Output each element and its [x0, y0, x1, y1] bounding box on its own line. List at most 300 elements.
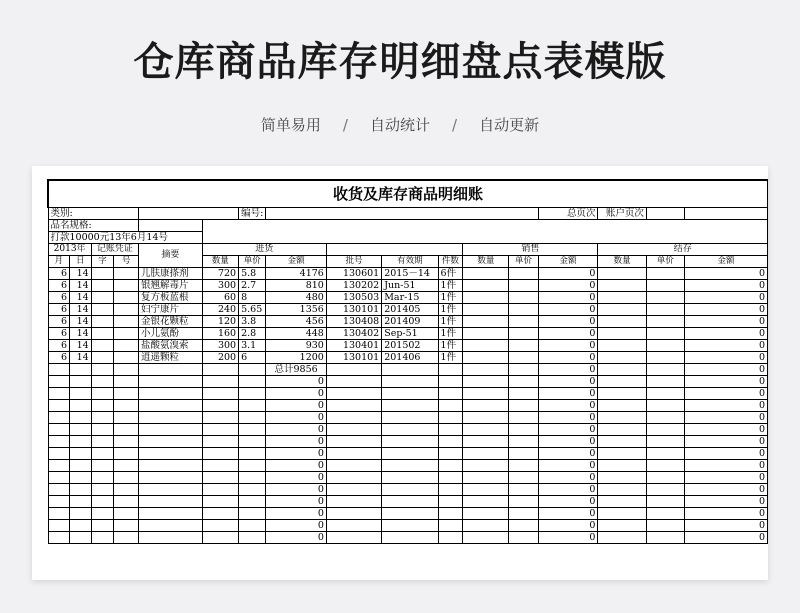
pieces-cell[interactable]: 1件	[438, 352, 463, 364]
zi-cell[interactable]	[91, 508, 114, 520]
stock-price-cell[interactable]	[646, 532, 684, 544]
sales-amount-cell[interactable]: 0	[538, 268, 598, 280]
price-cell[interactable]	[239, 376, 266, 388]
pieces-cell[interactable]: 1件	[438, 328, 463, 340]
amount-cell[interactable]: 0	[266, 448, 327, 460]
sales-price-cell[interactable]	[509, 280, 538, 292]
stock-amount-cell[interactable]: 0	[684, 484, 767, 496]
price-cell[interactable]	[239, 460, 266, 472]
zi-cell[interactable]	[91, 520, 114, 532]
stock-qty-cell[interactable]	[598, 472, 646, 484]
month-cell[interactable]: 6	[48, 328, 70, 340]
qty-cell[interactable]	[202, 376, 238, 388]
stock-qty-cell[interactable]	[598, 388, 646, 400]
day-cell[interactable]	[70, 520, 92, 532]
stock-qty-cell[interactable]	[598, 340, 646, 352]
stock-amount-cell[interactable]: 0	[684, 424, 767, 436]
sales-price-cell[interactable]	[509, 400, 538, 412]
stock-price-cell[interactable]	[646, 280, 684, 292]
amount-cell[interactable]: 0	[266, 412, 327, 424]
qty-cell[interactable]	[202, 484, 238, 496]
pieces-cell[interactable]	[438, 448, 463, 460]
month-cell[interactable]: 6	[48, 316, 70, 328]
sales-price-cell[interactable]	[509, 508, 538, 520]
zi-cell[interactable]	[91, 280, 114, 292]
summary-cell[interactable]: 逍遥颗粒	[138, 352, 202, 364]
qty-cell[interactable]: 120	[202, 316, 238, 328]
stock-price-cell[interactable]	[646, 436, 684, 448]
stock-amount-cell[interactable]: 0	[684, 496, 767, 508]
expiry-cell[interactable]: 201405	[382, 304, 438, 316]
zi-cell[interactable]	[91, 448, 114, 460]
stock-price-cell[interactable]	[646, 484, 684, 496]
month-cell[interactable]	[48, 412, 70, 424]
expiry-cell[interactable]	[382, 400, 438, 412]
hao-cell[interactable]	[114, 448, 139, 460]
zi-cell[interactable]	[91, 496, 114, 508]
hao-cell[interactable]	[114, 340, 139, 352]
month-cell[interactable]	[48, 472, 70, 484]
price-cell[interactable]	[239, 364, 266, 376]
stock-qty-cell[interactable]	[598, 316, 646, 328]
price-cell[interactable]	[239, 532, 266, 544]
stock-amount-cell[interactable]: 0	[684, 508, 767, 520]
sales-price-cell[interactable]	[509, 268, 538, 280]
stock-price-cell[interactable]	[646, 268, 684, 280]
price-cell[interactable]	[239, 472, 266, 484]
stock-price-cell[interactable]	[646, 352, 684, 364]
qty-cell[interactable]: 300	[202, 340, 238, 352]
amount-cell[interactable]: 0	[266, 424, 327, 436]
expiry-cell[interactable]	[382, 364, 438, 376]
qty-cell[interactable]	[202, 448, 238, 460]
month-cell[interactable]	[48, 436, 70, 448]
zi-cell[interactable]	[91, 352, 114, 364]
sales-qty-cell[interactable]	[463, 328, 509, 340]
expiry-cell[interactable]: 2015－14	[382, 268, 438, 280]
stock-price-cell[interactable]	[646, 388, 684, 400]
stock-amount-cell[interactable]: 0	[684, 532, 767, 544]
month-cell[interactable]	[48, 424, 70, 436]
batch-cell[interactable]	[326, 532, 381, 544]
zi-cell[interactable]	[91, 424, 114, 436]
sales-qty-cell[interactable]	[463, 268, 509, 280]
amount-cell[interactable]: 810	[266, 280, 327, 292]
summary-cell[interactable]	[138, 496, 202, 508]
expiry-cell[interactable]	[382, 412, 438, 424]
amount-cell[interactable]: 0	[266, 484, 327, 496]
summary-cell[interactable]: 复方板蓝根	[138, 292, 202, 304]
stock-amount-cell[interactable]: 0	[684, 412, 767, 424]
stock-amount-cell[interactable]: 0	[684, 388, 767, 400]
stock-amount-cell[interactable]: 0	[684, 436, 767, 448]
summary-cell[interactable]	[138, 388, 202, 400]
stock-price-cell[interactable]	[646, 304, 684, 316]
sales-price-cell[interactable]	[509, 520, 538, 532]
summary-cell[interactable]: 金银花颗粒	[138, 316, 202, 328]
summary-cell[interactable]	[138, 532, 202, 544]
price-cell[interactable]	[239, 400, 266, 412]
amount-cell[interactable]: 480	[266, 292, 327, 304]
qty-cell[interactable]: 200	[202, 352, 238, 364]
amount-cell[interactable]: 930	[266, 340, 327, 352]
summary-cell[interactable]	[138, 472, 202, 484]
day-cell[interactable]	[70, 400, 92, 412]
sales-qty-cell[interactable]	[463, 292, 509, 304]
stock-qty-cell[interactable]	[598, 352, 646, 364]
hao-cell[interactable]	[114, 412, 139, 424]
sales-price-cell[interactable]	[509, 460, 538, 472]
sales-amount-cell[interactable]: 0	[538, 472, 598, 484]
sales-price-cell[interactable]	[509, 484, 538, 496]
pieces-cell[interactable]	[438, 388, 463, 400]
month-cell[interactable]	[48, 484, 70, 496]
sales-price-cell[interactable]	[509, 340, 538, 352]
stock-amount-cell[interactable]: 0	[684, 472, 767, 484]
sales-amount-cell[interactable]: 0	[538, 436, 598, 448]
stock-amount-cell[interactable]: 0	[684, 280, 767, 292]
summary-cell[interactable]	[138, 484, 202, 496]
amount-cell[interactable]: 0	[266, 460, 327, 472]
stock-price-cell[interactable]	[646, 376, 684, 388]
stock-qty-cell[interactable]	[598, 496, 646, 508]
stock-qty-cell[interactable]	[598, 328, 646, 340]
hao-cell[interactable]	[114, 496, 139, 508]
expiry-cell[interactable]	[382, 424, 438, 436]
pieces-cell[interactable]: 1件	[438, 340, 463, 352]
day-cell[interactable]	[70, 412, 92, 424]
sales-qty-cell[interactable]	[463, 484, 509, 496]
sales-amount-cell[interactable]: 0	[538, 388, 598, 400]
stock-amount-cell[interactable]: 0	[684, 328, 767, 340]
amount-cell[interactable]: 0	[266, 532, 327, 544]
stock-qty-cell[interactable]	[598, 424, 646, 436]
sales-price-cell[interactable]	[509, 424, 538, 436]
summary-cell[interactable]	[138, 376, 202, 388]
stock-qty-cell[interactable]	[598, 484, 646, 496]
pieces-cell[interactable]	[438, 424, 463, 436]
expiry-cell[interactable]: Sep-51	[382, 328, 438, 340]
qty-cell[interactable]	[202, 496, 238, 508]
price-cell[interactable]: 2.7	[239, 280, 266, 292]
sales-qty-cell[interactable]	[463, 424, 509, 436]
zi-cell[interactable]	[91, 364, 114, 376]
batch-cell[interactable]	[326, 496, 381, 508]
month-cell[interactable]	[48, 496, 70, 508]
sales-amount-cell[interactable]: 0	[538, 520, 598, 532]
stock-amount-cell[interactable]: 0	[684, 304, 767, 316]
stock-qty-cell[interactable]	[598, 364, 646, 376]
batch-cell[interactable]	[326, 448, 381, 460]
stock-amount-cell[interactable]: 0	[684, 448, 767, 460]
amount-cell[interactable]: 0	[266, 400, 327, 412]
zi-cell[interactable]	[91, 292, 114, 304]
sales-amount-cell[interactable]: 0	[538, 424, 598, 436]
hao-cell[interactable]	[114, 508, 139, 520]
sales-amount-cell[interactable]: 0	[538, 352, 598, 364]
price-cell[interactable]	[239, 388, 266, 400]
sales-price-cell[interactable]	[509, 472, 538, 484]
stock-price-cell[interactable]	[646, 364, 684, 376]
expiry-cell[interactable]	[382, 436, 438, 448]
day-cell[interactable]: 14	[70, 352, 92, 364]
sales-qty-cell[interactable]	[463, 520, 509, 532]
stock-price-cell[interactable]	[646, 448, 684, 460]
pieces-cell[interactable]	[438, 532, 463, 544]
expiry-cell[interactable]	[382, 508, 438, 520]
sales-amount-cell[interactable]: 0	[538, 412, 598, 424]
sales-amount-cell[interactable]: 0	[538, 364, 598, 376]
month-cell[interactable]	[48, 508, 70, 520]
summary-cell[interactable]	[138, 448, 202, 460]
stock-price-cell[interactable]	[646, 316, 684, 328]
summary-cell[interactable]	[138, 400, 202, 412]
sales-qty-cell[interactable]	[463, 352, 509, 364]
hao-cell[interactable]	[114, 268, 139, 280]
zi-cell[interactable]	[91, 400, 114, 412]
qty-cell[interactable]	[202, 400, 238, 412]
month-cell[interactable]	[48, 400, 70, 412]
sales-qty-cell[interactable]	[463, 436, 509, 448]
expiry-cell[interactable]	[382, 388, 438, 400]
price-cell[interactable]	[239, 484, 266, 496]
stock-qty-cell[interactable]	[598, 436, 646, 448]
stock-price-cell[interactable]	[646, 496, 684, 508]
day-cell[interactable]	[70, 532, 92, 544]
hao-cell[interactable]	[114, 364, 139, 376]
stock-price-cell[interactable]	[646, 472, 684, 484]
price-cell[interactable]: 6	[239, 352, 266, 364]
sales-amount-cell[interactable]: 0	[538, 376, 598, 388]
hao-cell[interactable]	[114, 400, 139, 412]
summary-cell[interactable]	[138, 424, 202, 436]
sales-qty-cell[interactable]	[463, 388, 509, 400]
day-cell[interactable]: 14	[70, 328, 92, 340]
month-cell[interactable]: 6	[48, 352, 70, 364]
zi-cell[interactable]	[91, 472, 114, 484]
expiry-cell[interactable]: Mar-15	[382, 292, 438, 304]
batch-cell[interactable]: 130202	[326, 280, 381, 292]
amount-cell[interactable]: 1356	[266, 304, 327, 316]
sales-price-cell[interactable]	[509, 292, 538, 304]
batch-cell[interactable]: 130503	[326, 292, 381, 304]
zi-cell[interactable]	[91, 388, 114, 400]
batch-cell[interactable]: 130408	[326, 316, 381, 328]
amount-cell[interactable]: 0	[266, 520, 327, 532]
sales-amount-cell[interactable]: 0	[538, 328, 598, 340]
pieces-cell[interactable]	[438, 508, 463, 520]
hao-cell[interactable]	[114, 472, 139, 484]
price-cell[interactable]: 3.1	[239, 340, 266, 352]
day-cell[interactable]	[70, 448, 92, 460]
amount-cell[interactable]: 0	[266, 496, 327, 508]
qty-cell[interactable]: 60	[202, 292, 238, 304]
qty-cell[interactable]	[202, 424, 238, 436]
sales-price-cell[interactable]	[509, 496, 538, 508]
summary-cell[interactable]	[138, 520, 202, 532]
qty-cell[interactable]	[202, 508, 238, 520]
stock-amount-cell[interactable]: 0	[684, 376, 767, 388]
sales-qty-cell[interactable]	[463, 460, 509, 472]
stock-qty-cell[interactable]	[598, 376, 646, 388]
summary-cell[interactable]: 儿肤康搽剂	[138, 268, 202, 280]
amount-cell[interactable]: 0	[266, 472, 327, 484]
hao-cell[interactable]	[114, 376, 139, 388]
sales-price-cell[interactable]	[509, 352, 538, 364]
sales-amount-cell[interactable]: 0	[538, 532, 598, 544]
qty-cell[interactable]	[202, 460, 238, 472]
zi-cell[interactable]	[91, 484, 114, 496]
summary-cell[interactable]: 妇宁康片	[138, 304, 202, 316]
sales-qty-cell[interactable]	[463, 532, 509, 544]
stock-qty-cell[interactable]	[598, 292, 646, 304]
sales-qty-cell[interactable]	[463, 364, 509, 376]
sales-qty-cell[interactable]	[463, 376, 509, 388]
sales-amount-cell[interactable]: 0	[538, 304, 598, 316]
stock-qty-cell[interactable]	[598, 532, 646, 544]
stock-amount-cell[interactable]: 0	[684, 352, 767, 364]
day-cell[interactable]	[70, 460, 92, 472]
price-cell[interactable]: 2.8	[239, 328, 266, 340]
expiry-cell[interactable]	[382, 448, 438, 460]
stock-qty-cell[interactable]	[598, 280, 646, 292]
amount-cell[interactable]: 456	[266, 316, 327, 328]
month-cell[interactable]: 6	[48, 304, 70, 316]
month-cell[interactable]: 6	[48, 268, 70, 280]
batch-cell[interactable]	[326, 364, 381, 376]
hao-cell[interactable]	[114, 316, 139, 328]
stock-price-cell[interactable]	[646, 460, 684, 472]
qty-cell[interactable]	[202, 520, 238, 532]
qty-cell[interactable]	[202, 412, 238, 424]
pieces-cell[interactable]: 1件	[438, 280, 463, 292]
expiry-cell[interactable]	[382, 460, 438, 472]
zi-cell[interactable]	[91, 460, 114, 472]
day-cell[interactable]	[70, 424, 92, 436]
price-cell[interactable]	[239, 520, 266, 532]
day-cell[interactable]: 14	[70, 304, 92, 316]
hao-cell[interactable]	[114, 304, 139, 316]
month-cell[interactable]: 6	[48, 292, 70, 304]
day-cell[interactable]	[70, 388, 92, 400]
sales-qty-cell[interactable]	[463, 400, 509, 412]
batch-cell[interactable]	[326, 520, 381, 532]
stock-price-cell[interactable]	[646, 328, 684, 340]
sales-qty-cell[interactable]	[463, 316, 509, 328]
sales-price-cell[interactable]	[509, 316, 538, 328]
stock-amount-cell[interactable]: 0	[684, 316, 767, 328]
code-value[interactable]	[266, 208, 538, 220]
expiry-cell[interactable]: Jun-51	[382, 280, 438, 292]
stock-qty-cell[interactable]	[598, 412, 646, 424]
price-cell[interactable]: 5.65	[239, 304, 266, 316]
day-cell[interactable]: 14	[70, 340, 92, 352]
pieces-cell[interactable]: 1件	[438, 316, 463, 328]
sales-amount-cell[interactable]: 0	[538, 496, 598, 508]
pieces-cell[interactable]	[438, 460, 463, 472]
day-cell[interactable]	[70, 376, 92, 388]
batch-cell[interactable]	[326, 388, 381, 400]
sales-price-cell[interactable]	[509, 328, 538, 340]
amount-cell[interactable]: 4176	[266, 268, 327, 280]
hao-cell[interactable]	[114, 388, 139, 400]
hao-cell[interactable]	[114, 520, 139, 532]
sales-qty-cell[interactable]	[463, 508, 509, 520]
expiry-cell[interactable]: 201409	[382, 316, 438, 328]
stock-amount-cell[interactable]: 0	[684, 292, 767, 304]
hao-cell[interactable]	[114, 424, 139, 436]
zi-cell[interactable]	[91, 436, 114, 448]
sales-qty-cell[interactable]	[463, 304, 509, 316]
hao-cell[interactable]	[114, 280, 139, 292]
sales-price-cell[interactable]	[509, 412, 538, 424]
zi-cell[interactable]	[91, 304, 114, 316]
stock-qty-cell[interactable]	[598, 520, 646, 532]
expiry-cell[interactable]	[382, 484, 438, 496]
stock-qty-cell[interactable]	[598, 460, 646, 472]
pieces-cell[interactable]	[438, 436, 463, 448]
day-cell[interactable]	[70, 472, 92, 484]
summary-cell[interactable]	[138, 460, 202, 472]
stock-price-cell[interactable]	[646, 508, 684, 520]
batch-cell[interactable]: 130101	[326, 352, 381, 364]
summary-cell[interactable]	[138, 436, 202, 448]
zi-cell[interactable]	[91, 532, 114, 544]
price-cell[interactable]: 3.8	[239, 316, 266, 328]
hao-cell[interactable]	[114, 328, 139, 340]
stock-qty-cell[interactable]	[598, 448, 646, 460]
sales-qty-cell[interactable]	[463, 472, 509, 484]
month-cell[interactable]	[48, 448, 70, 460]
stock-qty-cell[interactable]	[598, 304, 646, 316]
stock-qty-cell[interactable]	[598, 508, 646, 520]
sales-qty-cell[interactable]	[463, 412, 509, 424]
day-cell[interactable]	[70, 484, 92, 496]
price-cell[interactable]	[239, 436, 266, 448]
expiry-cell[interactable]	[382, 472, 438, 484]
amount-cell[interactable]: 0	[266, 508, 327, 520]
amount-cell[interactable]: 0	[266, 376, 327, 388]
pieces-cell[interactable]	[438, 484, 463, 496]
stock-price-cell[interactable]	[646, 412, 684, 424]
stock-amount-cell[interactable]: 0	[684, 460, 767, 472]
summary-cell[interactable]: 盐酸氨溴索	[138, 340, 202, 352]
expiry-cell[interactable]: 201502	[382, 340, 438, 352]
pieces-cell[interactable]	[438, 364, 463, 376]
account-pages-value[interactable]	[646, 208, 684, 220]
price-cell[interactable]	[239, 496, 266, 508]
month-cell[interactable]	[48, 376, 70, 388]
price-cell[interactable]	[239, 424, 266, 436]
batch-cell[interactable]: 130402	[326, 328, 381, 340]
hao-cell[interactable]	[114, 436, 139, 448]
day-cell[interactable]: 14	[70, 268, 92, 280]
batch-cell[interactable]: 130401	[326, 340, 381, 352]
qty-cell[interactable]: 720	[202, 268, 238, 280]
zi-cell[interactable]	[91, 316, 114, 328]
sales-amount-cell[interactable]: 0	[538, 292, 598, 304]
pieces-cell[interactable]	[438, 412, 463, 424]
sales-amount-cell[interactable]: 0	[538, 460, 598, 472]
summary-cell[interactable]	[138, 412, 202, 424]
hao-cell[interactable]	[114, 460, 139, 472]
stock-price-cell[interactable]	[646, 340, 684, 352]
sales-qty-cell[interactable]	[463, 280, 509, 292]
batch-cell[interactable]	[326, 508, 381, 520]
hao-cell[interactable]	[114, 352, 139, 364]
sales-qty-cell[interactable]	[463, 340, 509, 352]
batch-cell[interactable]	[326, 460, 381, 472]
